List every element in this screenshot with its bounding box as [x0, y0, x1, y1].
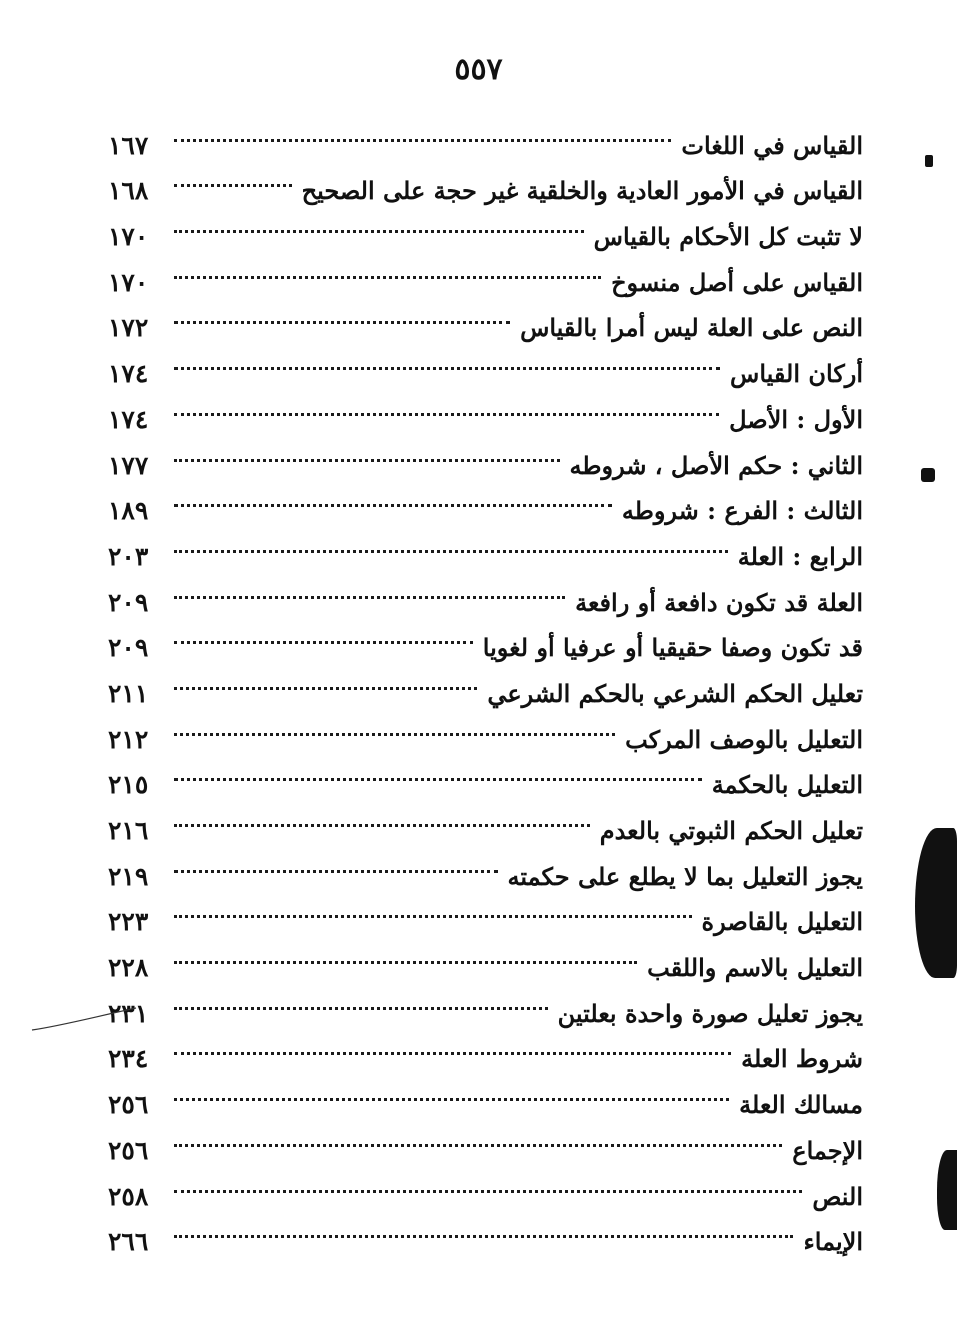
page-number: ٥٥٧ [454, 52, 503, 87]
toc-entry-title: القياس على أصل منسوخ [611, 267, 863, 297]
toc-entry-page: ٢١٦ [108, 816, 149, 845]
toc-entry-title: يجوز التعليل بما لا يطلع على حكمته [507, 861, 863, 891]
toc-entry-page: ٢٥٦ [108, 1135, 149, 1165]
toc-dot-leader [174, 748, 702, 794]
toc-entry-page: ١٦٨ [108, 176, 149, 206]
toc-dot-leader [174, 108, 671, 154]
toc-entry-title: التعليل بالوصف المركب [625, 724, 863, 754]
toc-entry-title: قد تكون وصفا حقيقيا أو عرفيا أو لغويا [482, 633, 863, 663]
scan-speck [925, 155, 933, 167]
toc-dot-leader [174, 1205, 793, 1251]
toc-dot-leader [174, 885, 692, 931]
toc-entry-title: التعليل بالاسم واللقب [647, 953, 863, 983]
toc-entry-page: ٢٠٩ [108, 633, 149, 663]
toc-entry-page: ٢١٩ [108, 861, 149, 891]
toc-entry-title: مسالك العلة [739, 1090, 863, 1120]
toc-dot-leader [174, 930, 637, 976]
toc-dot-leader [174, 1022, 731, 1068]
toc-entry-page: ٢٠٩ [108, 587, 149, 617]
toc-entry-page: ٢٢٣ [108, 907, 149, 937]
toc-entry-page: ٢٥٨ [108, 1181, 149, 1211]
toc-dot-leader [174, 245, 601, 291]
toc-entry [108, 108, 863, 160]
toc-dot-leader [174, 793, 590, 839]
toc-entry-title: الإجماع [792, 1135, 863, 1165]
toc-entry-title: الثالث : الفرع : شروطه [621, 496, 863, 526]
toc-entry-page: ٢١٢ [108, 724, 149, 754]
toc-dot-leader [174, 382, 719, 428]
toc-dot-leader [174, 1067, 729, 1113]
toc-entry-page: ١٧٤ [108, 404, 149, 434]
toc-entry-page: ١٧٧ [108, 450, 149, 480]
toc-entry-title: الإيماء [803, 1227, 863, 1257]
toc-entry-page: ١٨٩ [108, 496, 149, 526]
toc-dot-leader [174, 474, 612, 520]
toc-entry-title: تعليل الحكم الثبوتي بالعدم [599, 816, 863, 845]
toc-entry-page: ١٧٤ [108, 359, 149, 389]
toc-dot-leader [174, 565, 565, 611]
scan-edge-shadow [937, 1150, 957, 1230]
toc-entry-title: أركان القياس [730, 359, 863, 389]
toc-dot-leader [174, 291, 510, 337]
toc-entry-page: ١٧٠ [108, 267, 149, 297]
toc-dot-leader [174, 1113, 782, 1159]
toc-entry-page: ٢٠٣ [108, 541, 149, 571]
toc-dot-leader [174, 702, 615, 748]
toc-entry-title: التعليل بالقاصرة [701, 907, 863, 937]
toc-entry-title: النص على العلة ليس أمرا بالقياس [520, 313, 863, 343]
toc-entry-title: التعليل بالحكمة [711, 770, 863, 800]
toc-entry-title: يجوز تعليل صورة واحدة بعلتين [557, 998, 863, 1028]
toc-dot-leader [174, 519, 728, 565]
toc-dot-leader [174, 336, 720, 382]
toc-entry-page: ٢٣٤ [108, 1044, 149, 1074]
toc-entry-page: ١٧٠ [108, 222, 149, 252]
toc-entry [108, 1205, 863, 1257]
toc-dot-leader [174, 199, 584, 245]
toc-entry-title: تعليل الحكم الشرعي بالحكم الشرعي [487, 678, 863, 708]
scan-ink-blot [915, 828, 957, 978]
toc-dot-leader [174, 656, 477, 702]
toc-entry-page: ١٦٧ [108, 130, 149, 160]
toc-entry-title: الأول : الأصل [729, 404, 863, 434]
toc-entry [108, 1159, 863, 1211]
toc-entry-page: ٢٢٨ [108, 953, 149, 983]
pen-mark [30, 1004, 140, 1034]
toc-entry-title: النص [812, 1181, 863, 1211]
toc-dot-leader [174, 1159, 802, 1205]
toc-entry-page: ٢٦٦ [108, 1227, 149, 1257]
toc-dot-leader [174, 611, 473, 657]
toc-dot-leader [174, 839, 498, 885]
toc-entry-page: ٢٥٦ [108, 1090, 149, 1120]
toc-dot-leader [174, 428, 560, 474]
toc-entry-title: الرابع : العلة [737, 541, 863, 571]
table-of-contents [108, 108, 863, 1257]
toc-entry-page: ٢١٥ [108, 770, 149, 800]
toc-entry-title: العلة قد تكون دافعة أو رافعة [575, 587, 863, 617]
toc-entry-title: الثاني : حكم الأصل ، شروطه [569, 450, 863, 480]
toc-dot-leader [174, 976, 548, 1022]
toc-entry-title: شروط العلة [741, 1044, 863, 1074]
toc-entry-page: ٢١١ [108, 678, 149, 708]
toc-entry-title: لا تثبت كل الأحكام بالقياس [593, 222, 863, 252]
scan-speck [921, 468, 935, 482]
toc-entry-page: ٢٣١ [108, 998, 149, 1028]
toc-entry-title: القياس في الأمور العادية والخلقية غير حجة على الصحيح [301, 176, 863, 206]
toc-entry [108, 1113, 863, 1165]
toc-entry-page: ١٧٢ [108, 313, 149, 343]
toc-dot-leader [174, 154, 292, 200]
toc-entry-title: القياس في اللغات [681, 130, 863, 160]
